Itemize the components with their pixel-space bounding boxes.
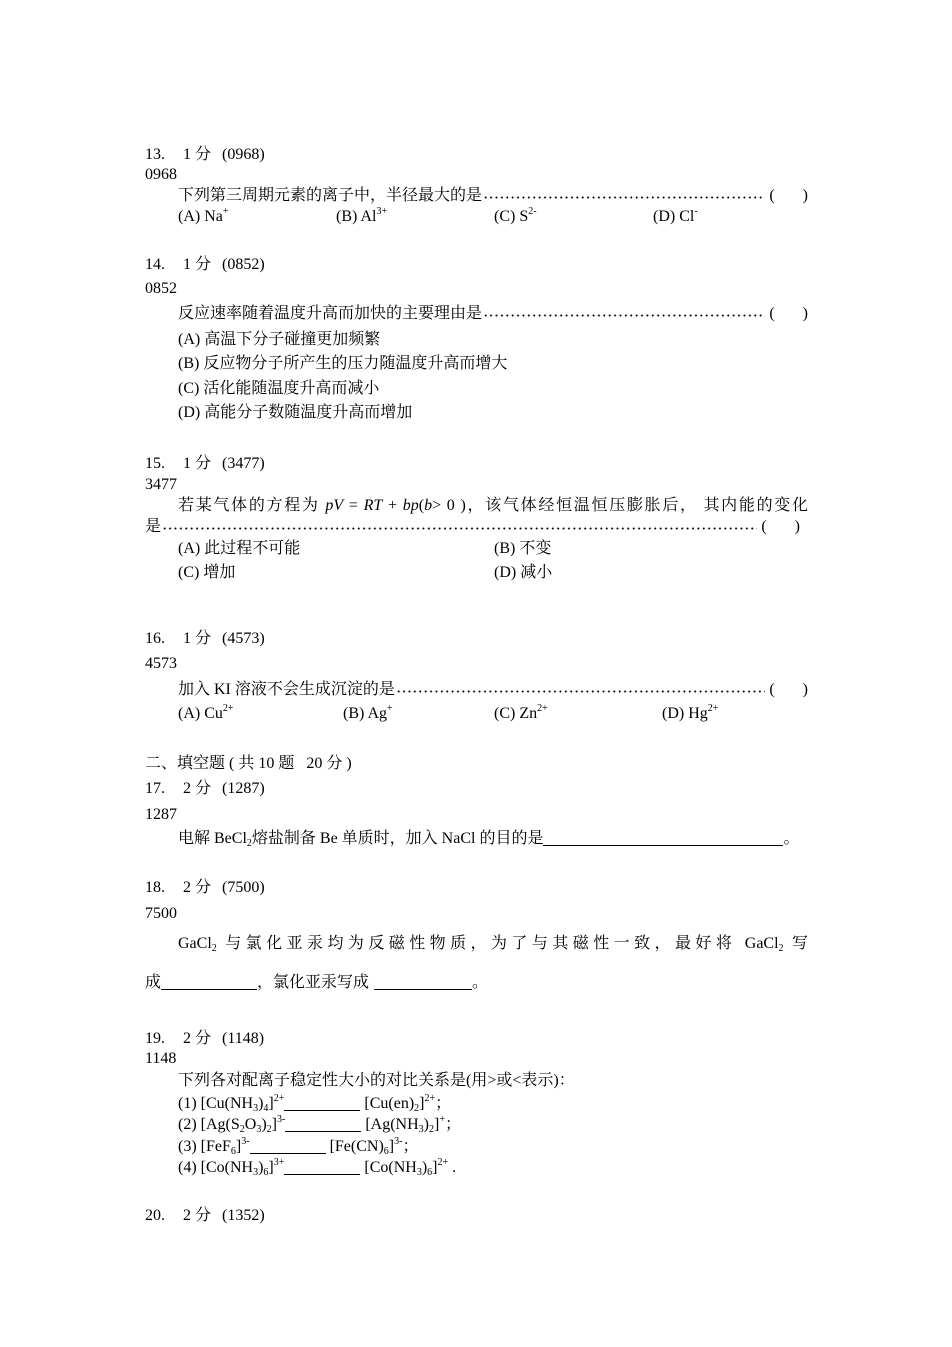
text-run: (1) [Cu(NH [178,1095,254,1112]
subscript: 6 [230,1146,236,1157]
dot-leader [483,196,765,199]
question-id: 1148 [145,1050,177,1067]
comparison-item [178,1094,451,1114]
question-number: 15. [145,455,165,472]
superscript: 2+ [273,1093,285,1104]
subscript: 3 [253,1167,259,1178]
answer-blank [374,975,472,990]
question-stem: 下列第三周期元素的离子中，半径最大的是 [178,187,483,204]
question-stem [178,830,543,847]
text-run: (A) Cu [178,705,223,722]
comparison-item [178,1158,456,1178]
subscript: 6 [263,1167,269,1178]
question-score: 1 分 [183,146,212,163]
superscript: - [694,206,698,217]
question-number: 19. [145,1030,165,1047]
question-id: 0968 [145,166,177,183]
subscript: 2 [246,838,252,849]
options-row [178,207,808,227]
superscript: 2- [528,206,537,217]
answer-blank [543,831,783,846]
question-header [145,454,265,474]
option-d: (D) 减小 [494,564,553,581]
question-score: 1 分 [183,630,212,647]
dot-leader [396,690,765,693]
subscript: 3 [256,1124,262,1135]
question-stem-row [178,186,808,206]
answer-bracket: ( ) [761,518,800,535]
option-a: (A) 高温下分子碰撞更加频繁 [178,331,381,348]
question-score: 2 分 [183,1207,212,1224]
question-header [145,1029,264,1049]
subscript: 3 [253,1103,259,1114]
option-c: (C) 活化能随温度升高而减小 [178,380,380,397]
dot-leader [483,314,765,317]
superscript: 3+ [273,1157,285,1168]
subscript: 2 [239,1124,245,1135]
subscript: 6 [383,1146,389,1157]
text-run: . [448,1159,457,1176]
superscript: 3+ [376,206,388,217]
superscript: 3- [394,1136,403,1147]
text-run: ( [418,497,425,514]
text-run: 写 [783,935,808,952]
superscript: 3- [241,1136,250,1147]
text-run: (B) Ag [343,705,387,722]
superscript: 2+ [424,1093,436,1104]
question-code: (0968) [222,146,265,163]
question-stem-row [178,680,808,700]
option-b [336,207,387,227]
subscript: 2 [211,943,217,954]
text-run: ] [433,1116,440,1133]
question-header [145,629,265,649]
answer-blank [161,975,257,990]
options-row [178,539,808,559]
text-run: (C) Zn [494,705,538,722]
subscript: 6 [427,1167,433,1178]
superscript: + [222,206,229,217]
text-run: ] [235,1138,242,1155]
subscript: 2 [414,1103,420,1114]
italic-symbol: b [424,497,433,514]
superscript: 2+ [437,1157,449,1168]
question-id: 1287 [145,806,177,823]
question-stem: 加入 KI 溶液不会生成沉淀的是 [178,681,395,698]
text-run: (C) S [494,208,529,225]
question-code: (0852) [222,256,265,273]
question-stem-row [145,517,800,537]
sentence-end: 。 [783,830,800,847]
text-run: (D) Cl [653,208,695,225]
complex-right [364,1095,451,1112]
text-run: ) [258,1159,264,1176]
question-stem-row [178,304,808,324]
text-run: (B) Al [336,208,377,225]
superscript: 2+ [707,703,719,714]
question-number: 17. [145,780,165,797]
text-run: ) [261,1116,267,1133]
question-header [145,779,265,799]
option-a [178,704,234,724]
subscript: 3 [416,1167,422,1178]
text-run: (4) [Co(NH [178,1159,254,1176]
complex-right [364,1159,456,1176]
option-c [494,207,537,227]
question-number: 14. [145,256,165,273]
option-b: (B) 反应物分子所产生的压力随温度升高而增大 [178,355,508,372]
question-header [145,1206,265,1226]
superscript: + [387,703,393,714]
text-run: 熔盐制备 Be 单质时，加入 NaCl 的目的是 [251,830,544,847]
option-a [178,207,229,227]
text-run: ) [421,1159,428,1176]
option-a: (A) 此过程不可能 [178,540,301,557]
subscript: 4 [263,1103,269,1114]
question-score: 2 分 [183,780,212,797]
question-stem-continuation: 成 [145,974,162,991]
option-c [494,704,548,724]
superscript: 2+ [222,703,234,714]
answer-bracket: ( ) [769,305,808,322]
text-run: (D) Hg [662,705,708,722]
text-run: + [382,497,403,514]
subscript: 2 [266,1124,272,1135]
question-header [145,145,265,165]
text-run: 若某气体的方程为 [178,497,326,514]
text-run: ] [271,1116,277,1133]
question-code: (7500) [222,879,265,896]
option-b: (B) 不变 [494,540,552,557]
text-run: ] [388,1138,395,1155]
question-stem-text: ，氯化亚汞写成 [257,974,370,991]
superscript: 2+ [537,703,548,714]
answer-bracket: ( ) [769,187,808,204]
option-c: (C) 增加 [178,564,236,581]
question-stem-row [145,973,488,993]
complex-right [330,1138,419,1155]
complex-right [365,1116,461,1133]
question-score: 1 分 [183,455,212,472]
text-run: ] [268,1159,274,1176]
answer-blank [284,1160,360,1175]
question-id: 7500 [145,905,177,922]
options-row [178,563,808,583]
option-d [653,207,698,227]
comparison-item [178,1137,418,1157]
text-run: ； [444,1116,461,1133]
text-run: ] [419,1095,425,1112]
text-run: (2) [Ag(S [178,1116,240,1133]
question-number: 18. [145,879,165,896]
question-id: 4573 [145,655,177,672]
dot-leader [162,527,757,530]
text-run: ] [268,1095,274,1112]
question-number: 13. [145,146,165,163]
question-id: 0852 [145,280,177,297]
text-run: O [244,1116,257,1133]
question-score: 2 分 [183,1030,212,1047]
complex-left [178,1095,284,1112]
italic-symbol: pV [325,497,344,514]
italic-symbol: bp [402,497,419,514]
text-run: 电解 BeCl [178,830,247,847]
question-score: 2 分 [183,879,212,896]
question-score: 1 分 [183,256,212,273]
text-run: ) [423,1116,429,1133]
text-run: = [343,497,364,514]
italic-symbol: RT [363,497,383,514]
option-d [662,704,718,724]
question-header [145,878,265,898]
answer-blank [284,1096,360,1111]
question-code: (1352) [222,1207,265,1224]
sentence-end: 。 [472,974,489,991]
text-run: [Ag(NH [365,1116,419,1133]
subscript: 2 [778,943,784,954]
text-run: ] [432,1159,438,1176]
subscript: 3 [418,1124,424,1135]
text-run: (A) Na [178,208,223,225]
superscript: 3- [276,1114,286,1125]
question-number: 20. [145,1207,165,1224]
question-code: (1287) [222,780,265,797]
comparison-item [178,1115,461,1135]
option-d: (D) 高能分子数随温度升高而增加 [178,404,413,421]
complex-left [178,1159,284,1176]
question-stem: 下列各对配离子稳定性大小的对比关系是(用>或<表示)： [178,1072,575,1089]
question-code: (1148) [222,1030,265,1047]
answer-blank [250,1139,326,1154]
text-run: [Fe(CN) [329,1138,384,1155]
text-run: [Co(NH [364,1159,417,1176]
text-run: GaCl [178,935,212,952]
question-stem-continuation: 是 [145,518,162,535]
text-run: 与氯化亚汞均为反磁性物质，为了与其磁性一致，最好将 GaCl [216,935,779,952]
superscript: + [439,1114,445,1125]
answer-bracket: ( ) [769,681,808,698]
complex-left [178,1116,285,1133]
section-title: 二、填空题 ( 共 10 题 20 分 ) [145,755,352,772]
question-header [145,255,265,275]
question-stem-row [178,829,799,849]
options-row [178,704,808,724]
question-id: 3477 [145,476,177,493]
text-run: [Cu(en) [364,1095,415,1112]
question-stem [178,934,808,954]
text-run: > 0 )，该气体经恒温恒压膨胀后， 其内能的变化 [432,497,808,514]
text-run: (3) [FeF [178,1138,231,1155]
question-stem [178,496,808,516]
question-number: 16. [145,630,165,647]
complex-left [178,1138,250,1155]
text-run: ) [258,1095,264,1112]
answer-blank [285,1117,361,1132]
subscript: 2 [428,1124,434,1135]
text-run: ； [402,1138,419,1155]
question-code: (3477) [222,455,265,472]
question-code: (4573) [222,630,265,647]
option-b [343,704,393,724]
question-stem: 反应速率随着温度升高而加快的主要理由是 [178,305,483,322]
text-run: ； [435,1095,452,1112]
